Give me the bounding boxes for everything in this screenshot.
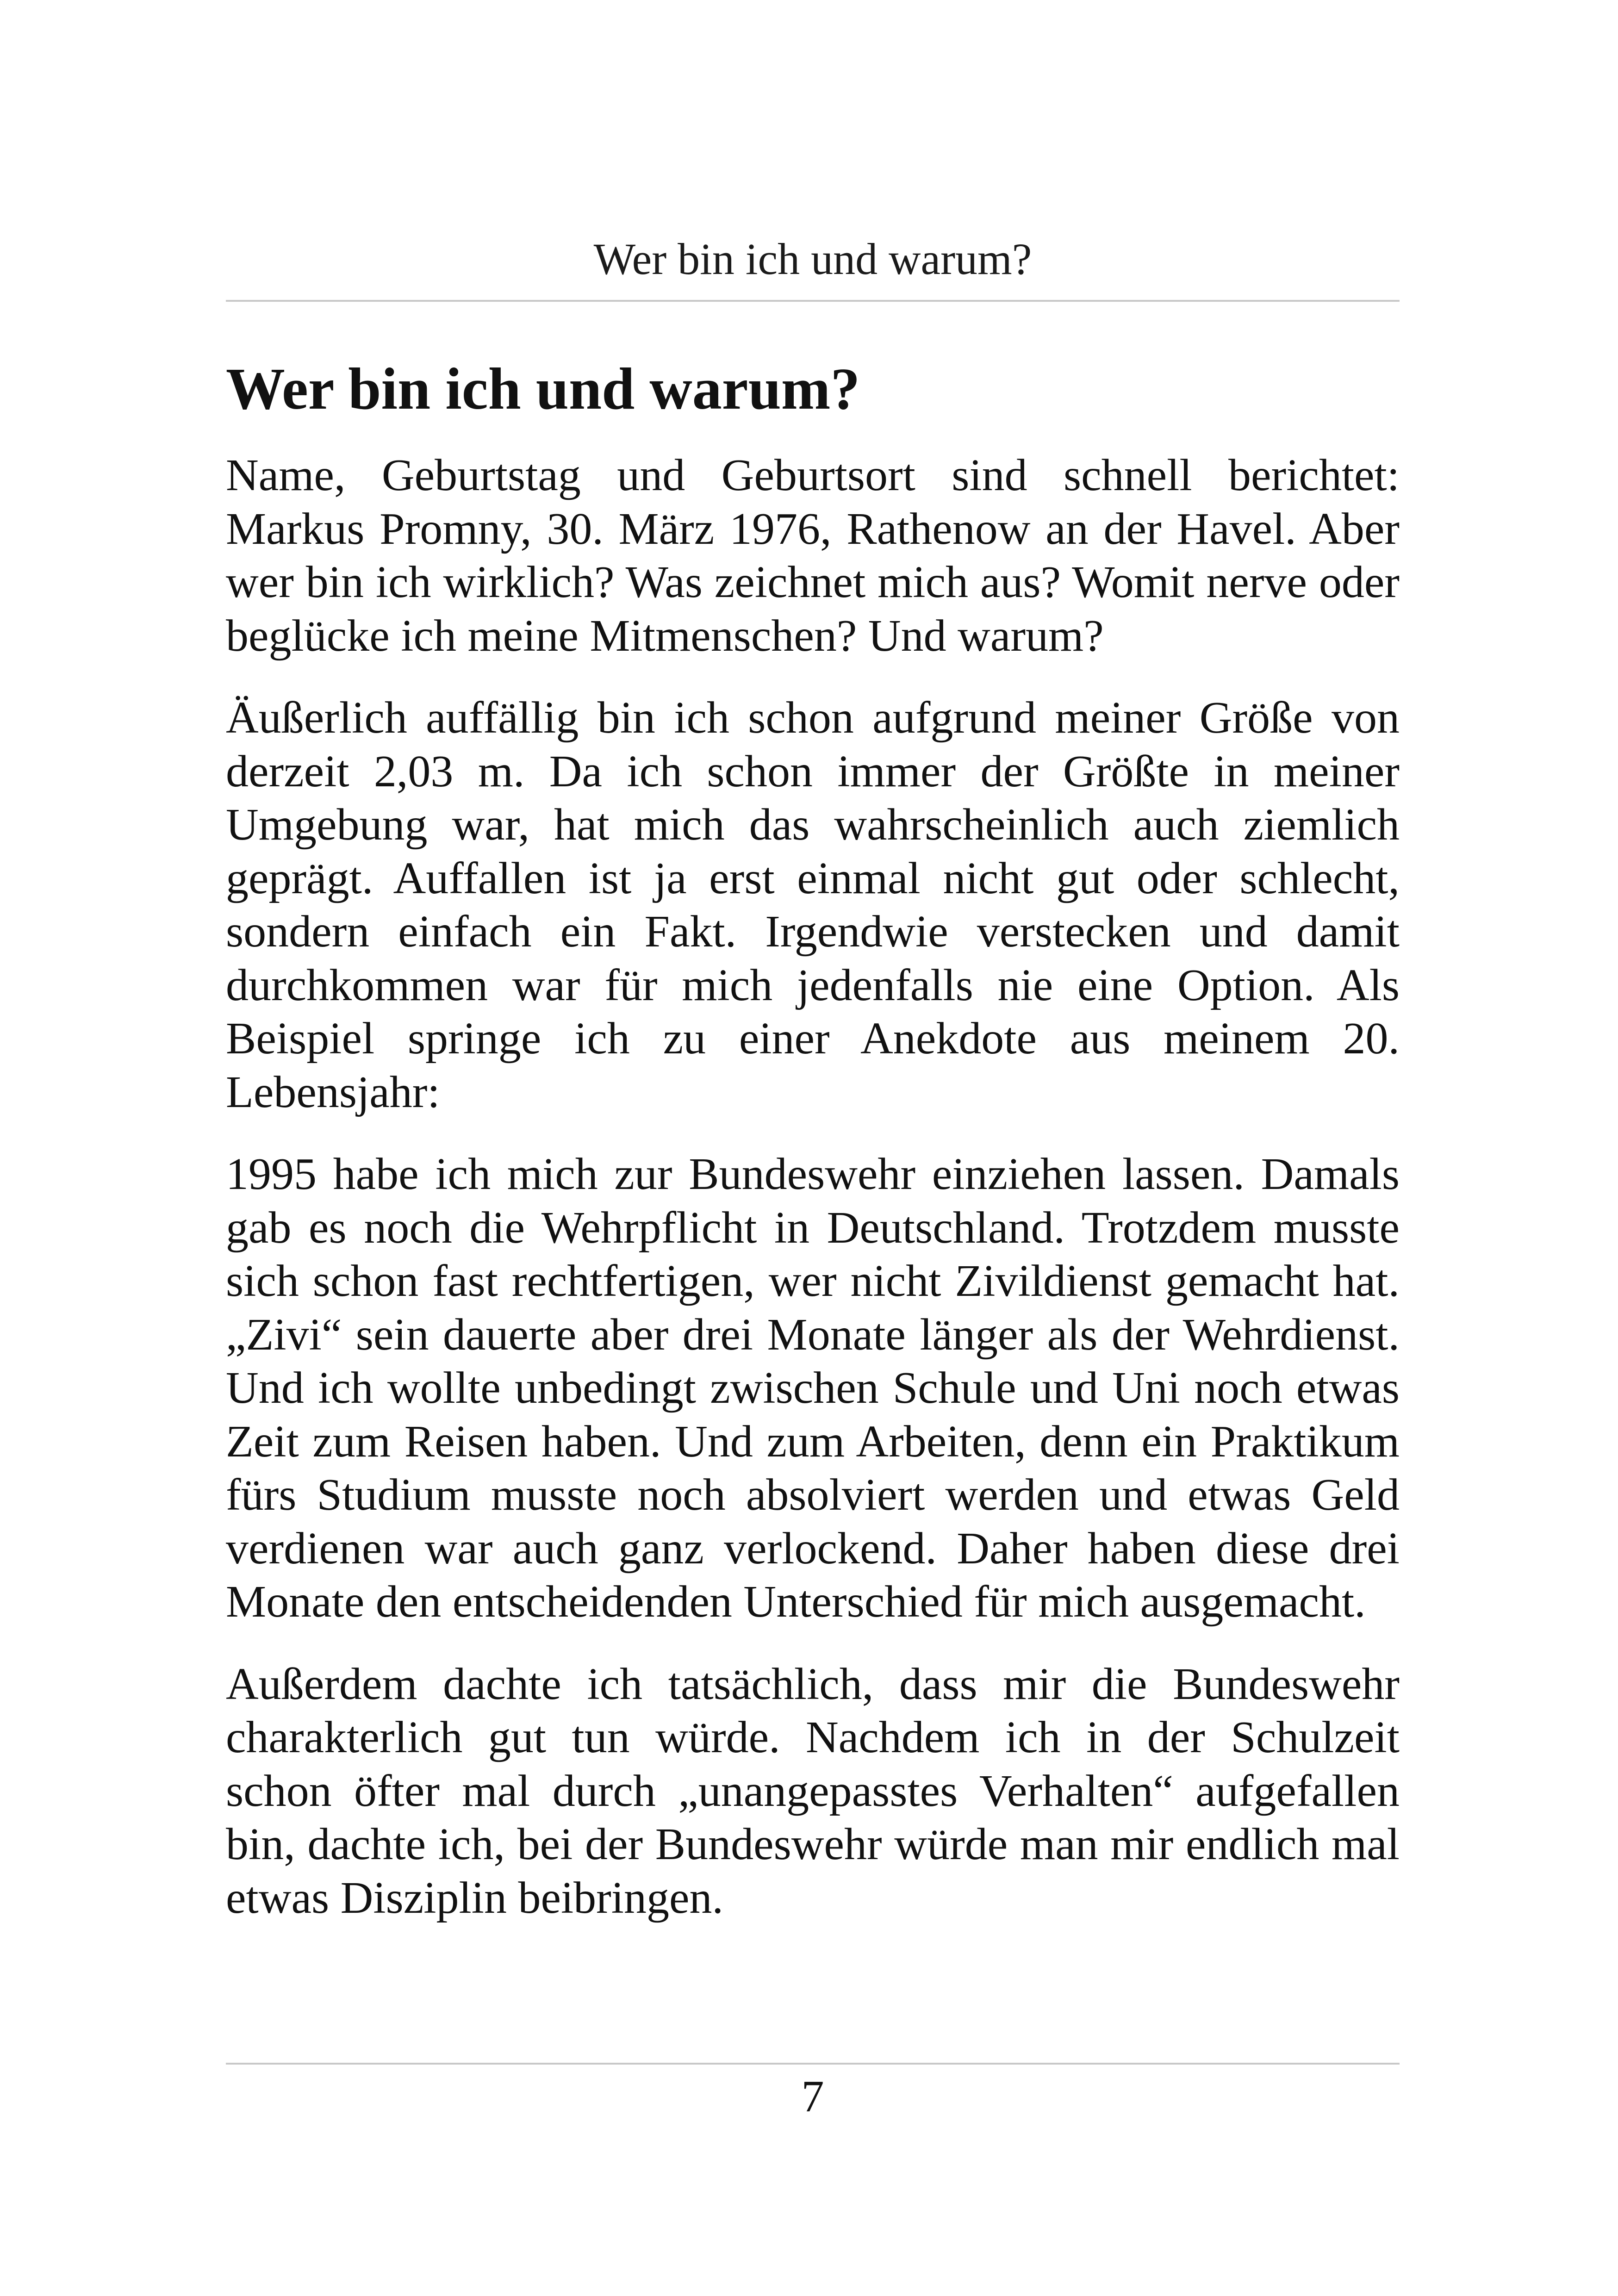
paragraph-bundeswehr: 1995 habe ich mich zur Bundeswehr einziehen lassen. Damals gab es noch die Wehrpflicht in Deutschland. Trotzdem musste sich schon fast rechtfertigen, wer nicht Zivildienst gemacht hat. „Zivi“ sein dauerte aber drei Monate länger als der Wehrdienst. Und ich wollte unbedingt zwischen Schule und Uni noch etwas Zeit zum Reisen haben. Und zum Arbeiten, denn ein Praktikum fürs Studium musste noch absolviert werden und etwas Geld verdienen war auch ganz verlockend. Daher haben diese drei Monate den entscheidenden Unterschied für mich ausgemacht.	[226, 1149, 1400, 1627]
running-header: Wer bin ich und warum?	[593, 234, 1032, 284]
paragraph-intro: Name, Geburtstag und Geburtsort sind schnell berichtet: Markus Promny, 30. März 1976, Rathenow an der Havel. Aber wer bin ich wirklich? Was zeichnet mich aus? Womit nerve oder beglücke ich meine Mitmenschen? Und warum?	[226, 450, 1400, 661]
page-number: 7	[801, 2072, 824, 2122]
paragraph-discipline: Außerdem dachte ich tatsächlich, dass mir die Bundeswehr charakterlich gut tun würde. Nachdem ich in der Schulzeit schon öfter mal durch „unangepasstes Verhalten“ aufgefallen bin, dachte ich, bei der Bundeswehr würde man mir endlich mal etwas Disziplin beibringen.	[226, 1659, 1400, 1923]
header-divider	[226, 300, 1400, 302]
page-body	[226, 352, 1400, 1954]
paragraph-appearance: Äußerlich auffällig bin ich schon aufgrund meiner Größe von derzeit 2,03 m. Da ich schon immer der Größte in meiner Umgebung war, hat mich das wahrscheinlich auch ziemlich geprägt. Auffallen ist ja erst einmal nicht gut oder schlecht, sondern einfach ein Fakt. Irgendwie verstecken und damit durchkommen war für mich jedenfalls nie eine Option. Als Beispiel springe ich zu einer Anekdote aus meinem 20. Lebensjahr:	[226, 693, 1400, 1117]
chapter-title: Wer bin ich und warum?	[226, 356, 860, 422]
footer-divider	[226, 2063, 1400, 2065]
